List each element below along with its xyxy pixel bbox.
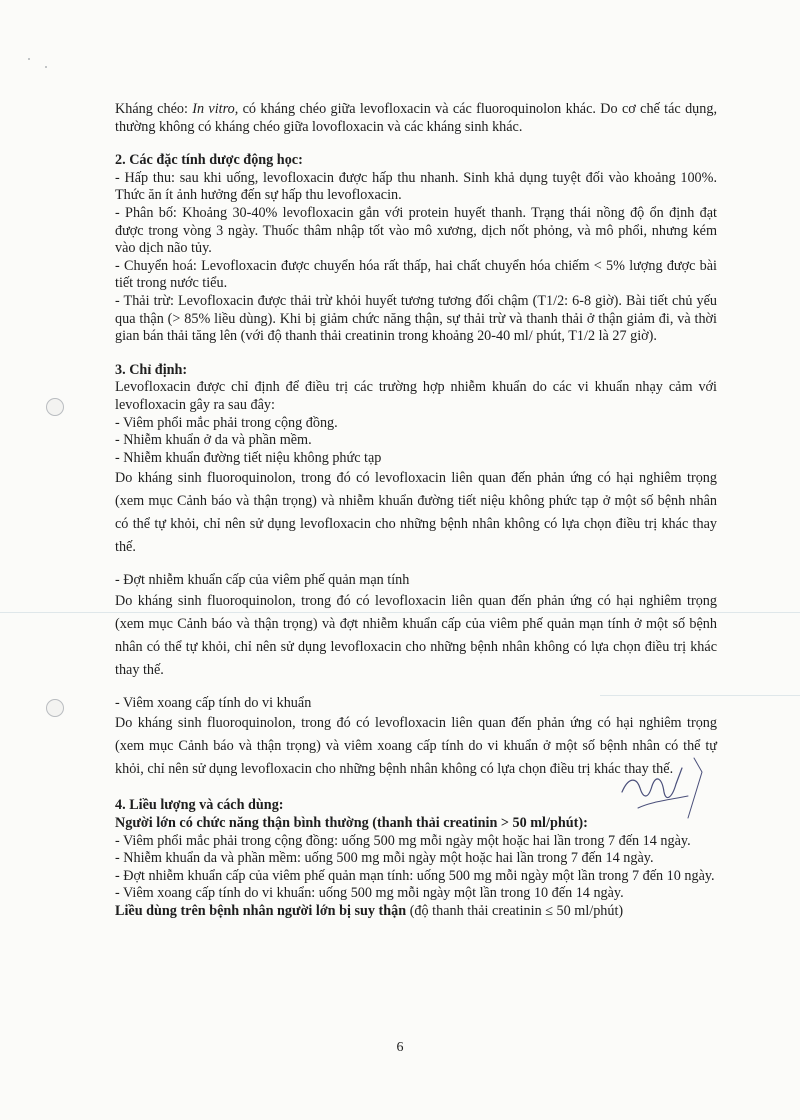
page-number: 6: [396, 1040, 404, 1055]
pk-absorption: - Hấp thu: sau khi uống, levofloxacin được hấp thu nhanh. Sinh khả dụng tuyệt đối vào khoảng 100%. Thức ăn ít ảnh hưởng đến sự hấp thu levofloxacin.: [115, 169, 717, 204]
indication-item: - Viêm xoang cấp tính do vi khuẩn: [115, 694, 312, 711]
pk-elimination: - Thải trừ: Levofloxacin được thải trừ khỏi huyết tương tương đối chậm (T1/2: 6-8 giờ). Bài tiết chủ yếu qua thận (> 85% liều dùng). Khi bị giảm chức năng thận, sự thải trừ và thanh thải ở thận giảm đi, và thời gian bán thải tăng lên (với độ thanh thải creatinin trong khoảng 20-40 ml/ phút, T1/2 là 27 giờ).: [115, 292, 717, 345]
handwritten-signature: [610, 748, 720, 828]
indication-note-1: Do kháng sinh fluoroquinolon, trong đó có levofloxacin liên quan đến phản ứng có hại nghiêm trọng (xem mục Cảnh báo và thận trọng) và nhiễm khuẩn đường tiết niệu không phức tạp ở một số bệnh nhân có thể tự khỏi, chỉ nên sử dụng levofloxacin cho những bệnh nhân không có lựa chọn điều trị khác thay thế.: [115, 470, 717, 556]
renal-dosage-line: [115, 903, 717, 921]
dosage-item: - Viêm xoang cấp tính do vi khuẩn: uống 500 mg mỗi ngày một lần trong 10 đến 14 ngày.: [115, 885, 624, 902]
cross-resistance-paragraph: [115, 101, 717, 136]
in-vitro-text: In vitro,: [192, 101, 239, 117]
indication-item: - Nhiễm khuẩn đường tiết niệu không phức tạp: [115, 449, 382, 466]
pk-metabolism: - Chuyển hoá: Levofloxacin được chuyển hóa rất thấp, hai chất chuyển hóa chiếm < 5% lượng được bài tiết trong nước tiểu.: [115, 257, 717, 292]
cross-resistance-label: Kháng chéo:: [115, 101, 193, 117]
indication-note-2: Do kháng sinh fluoroquinolon, trong đó có levofloxacin liên quan đến phản ứng có hại nghiêm trọng (xem mục Cảnh báo và thận trọng) và đợt nhiễm khuẩn cấp của viêm phế quản mạn tính ở một số bệnh nhân có thể tự khỏi, chỉ nên sử dụng levofloxacin cho những bệnh nhân không có lựa chọn điều trị khác thay thế.: [115, 592, 717, 678]
section-2-heading: 2. Các đặc tính dược động học:: [115, 152, 303, 169]
indication-item: - Đợt nhiễm khuẩn cấp của viêm phế quản mạn tính: [115, 572, 410, 589]
section-3-heading: 3. Chỉ định:: [115, 361, 188, 378]
indication-intro: Levofloxacin được chỉ định để điều trị các trường hợp nhiễm khuẩn do các vi khuẩn nhạy cảm với levofloxacin gây ra sau đây:: [115, 379, 717, 413]
dosage-item: - Đợt nhiễm khuẩn cấp của viêm phế quản mạn tính: uống 500 mg mỗi ngày một lần trong 7 đến 10 ngày.: [115, 867, 715, 884]
punch-hole: [46, 398, 64, 416]
renal-dosage-bold: Liều dùng trên bệnh nhân người lớn bị suy thận: [115, 903, 407, 920]
renal-dosage-text: (độ thanh thải creatinin ≤ 50 ml/phút): [406, 903, 624, 920]
indication-note-3: Do kháng sinh fluoroquinolon, trong đó có levofloxacin liên quan đến phản ứng có hại nghiêm trọng (xem mục Cảnh báo và thận trọng) và viêm xoang cấp tính do vi khuẩn ở một số bệnh nhân có thể tự khỏi, chỉ nên sử dụng levofloxacin cho những bệnh nhân không có lựa chọn điều trị khác thay thế.: [115, 715, 717, 778]
scan-speck: [45, 66, 47, 68]
punch-hole: [46, 699, 64, 717]
dosage-subheading: Người lớn có chức năng thận bình thường (thanh thải creatinin > 50 ml/phút):: [115, 815, 588, 832]
dosage-item: - Viêm phổi mắc phải trong cộng đồng: uống 500 mg mỗi ngày một hoặc hai lần trong 7 đến 14 ngày.: [115, 832, 691, 849]
dosage-item: - Nhiễm khuẩn da và phần mềm: uống 500 mg mỗi ngày một hoặc hai lần trong 7 đến 14 ngày.: [115, 850, 654, 867]
scan-speck: [28, 58, 30, 60]
cross-resistance-text: có kháng chéo giữa levofloxacin và các fluoroquinolon khác. Do cơ chế tác dụng, thường không có kháng chéo giữa lovofloxacin và các kháng sinh khác.: [115, 101, 717, 135]
section-4-heading: 4. Liều lượng và cách dùng:: [115, 797, 284, 814]
indication-item: - Nhiễm khuẩn ở da và phần mềm.: [115, 432, 312, 449]
pk-distribution: - Phân bố: Khoảng 30-40% levofloxacin gắn với protein huyết thanh. Trạng thái nồng độ ổn định đạt được trong vòng 3 ngày. Thuốc thâm nhập tốt vào mô xương, dịch nốt phỏng, và mô phổi, nhưng kém vào dịch não tủy.: [115, 204, 717, 257]
indication-item: - Viêm phổi mắc phải trong cộng đồng.: [115, 414, 338, 431]
